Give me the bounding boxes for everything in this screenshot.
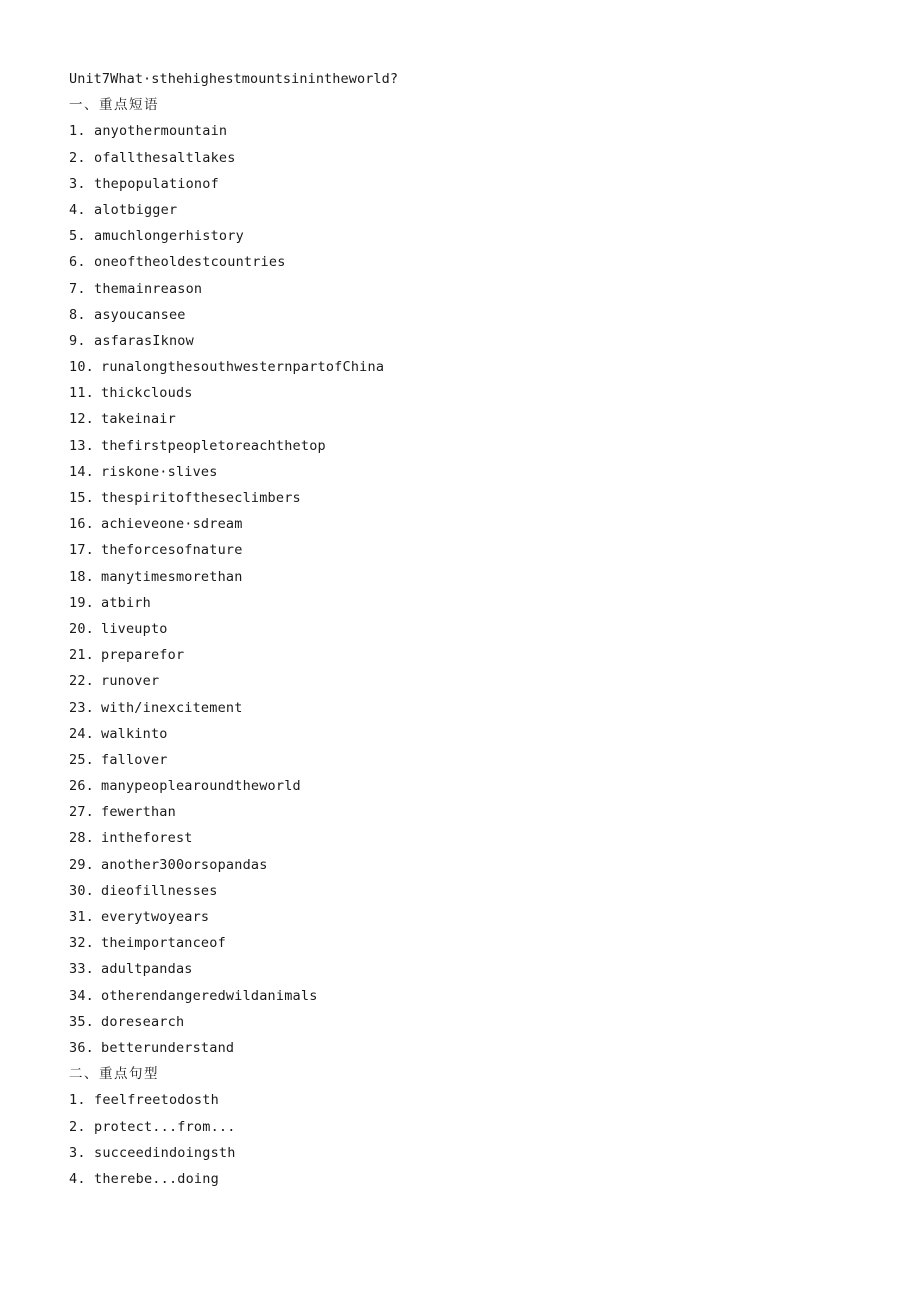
list-item-text: fallover [101, 751, 168, 768]
list-item [69, 354, 869, 380]
list-item-text: riskone·slives [101, 463, 218, 480]
list-item [69, 380, 869, 406]
list-item-number: 19. [69, 594, 94, 611]
list-item-number: 20. [69, 620, 94, 637]
list-item-number: 5. [69, 228, 86, 245]
list-item-text: theforcesofnature [101, 542, 243, 559]
phrase-list [69, 118, 869, 1061]
list-item-number: 27. [69, 804, 94, 821]
list-item [69, 1140, 869, 1166]
list-item-number: 30. [69, 882, 94, 899]
list-item [69, 328, 869, 354]
list-item [69, 118, 869, 144]
list-item [69, 171, 869, 197]
list-item-text: oneoftheoldestcountries [94, 254, 286, 271]
list-item-text: thespiritoftheseclimbers [101, 490, 301, 506]
list-item-number: 31. [69, 909, 94, 925]
list-item-text: anyothermountain [94, 123, 228, 140]
list-item [69, 642, 869, 668]
list-item-number: 17. [69, 542, 94, 559]
list-item-text: achieveone·sdream [101, 516, 243, 533]
list-item [69, 511, 869, 537]
list-item-text: theimportanceof [101, 935, 226, 952]
list-item-text: amuchlongerhistory [94, 228, 244, 245]
list-item [69, 1035, 869, 1061]
list-item-text: otherendangeredwildanimals [101, 987, 318, 1004]
list-item-number: 9. [69, 332, 86, 349]
list-item-number: 36. [69, 1039, 94, 1056]
list-item-text: manypeoplearoundtheworld [101, 778, 301, 795]
list-item-text: protect...from... [94, 1118, 236, 1135]
list-item [69, 799, 869, 825]
sentence-pattern-list [69, 1087, 869, 1192]
list-item-number: 33. [69, 961, 94, 978]
list-item-number: 26. [69, 778, 94, 795]
list-item [69, 276, 869, 302]
document-page [69, 66, 869, 1192]
section-heading-sentences: 二、重点句型 [69, 1066, 159, 1083]
list-item [69, 930, 869, 956]
list-item-number: 3. [69, 1144, 86, 1161]
list-item [69, 695, 869, 721]
list-item-number: 29. [69, 856, 94, 873]
list-item [69, 537, 869, 563]
list-item-number: 32. [69, 935, 94, 952]
section-heading-phrases: 一、重点短语 [69, 97, 159, 114]
list-item [69, 1166, 869, 1192]
list-item-text: thickclouds [101, 385, 193, 402]
list-item-number: 8. [69, 306, 86, 323]
list-item [69, 433, 869, 459]
list-item-number: 2. [69, 149, 86, 166]
list-item-text: asyoucansee [94, 306, 186, 323]
list-item [69, 302, 869, 328]
list-item-text: with/inexcitement [101, 699, 243, 716]
list-item-number: 7. [69, 280, 86, 297]
list-item-text: another300orsopandas [101, 856, 268, 873]
list-item-text: thefirstpeopletoreachthetop [101, 437, 326, 454]
list-item-number: 1. [69, 123, 86, 140]
list-item-number: 16. [69, 516, 94, 533]
list-item [69, 747, 869, 773]
list-item [69, 406, 869, 432]
list-item [69, 956, 869, 982]
list-item [69, 1009, 869, 1035]
list-item-text: succeedindoingsth [94, 1144, 236, 1161]
list-item-number: 10. [69, 359, 94, 376]
list-item [69, 825, 869, 851]
list-item-text: runover [101, 673, 160, 690]
list-item-text: ofallthesaltlakes [94, 149, 236, 166]
list-item [69, 721, 869, 747]
list-item-number: 24. [69, 725, 94, 742]
list-item-number: 6. [69, 254, 86, 271]
list-item-text: dieofillnesses [101, 882, 218, 899]
list-item-number: 35. [69, 1013, 94, 1030]
list-item [69, 878, 869, 904]
list-item-text: feelfreetodosth [94, 1092, 219, 1109]
list-item-text: alotbigger [94, 201, 178, 218]
list-item-text: liveupto [101, 620, 168, 637]
list-item-number: 2. [69, 1118, 86, 1135]
list-item-number: 15. [69, 490, 94, 506]
list-item-number: 22. [69, 673, 94, 690]
list-item-text: therebe...doing [94, 1170, 219, 1187]
list-item-text: preparefor [101, 647, 185, 664]
list-item-text: thepopulationof [94, 175, 219, 192]
list-item [69, 983, 869, 1009]
list-item [69, 590, 869, 616]
list-item-number: 1. [69, 1092, 86, 1109]
list-item-text: doresearch [101, 1013, 185, 1030]
list-item-number: 3. [69, 175, 86, 192]
list-item [69, 1114, 869, 1140]
list-item-text: atbirh [101, 594, 151, 611]
list-item [69, 459, 869, 485]
list-item [69, 852, 869, 878]
list-item [69, 616, 869, 642]
list-item-number: 11. [69, 385, 94, 402]
document-title: Unit7What·sthehighestmountsinintheworld? [69, 71, 399, 87]
list-item [69, 485, 869, 511]
list-item [69, 249, 869, 275]
list-item-number: 25. [69, 751, 94, 768]
list-item-text: intheforest [101, 830, 193, 847]
list-item [69, 1087, 869, 1113]
list-item-text: fewerthan [101, 804, 176, 821]
list-item [69, 773, 869, 799]
list-item-text: betterunderstand [101, 1039, 235, 1056]
list-item-text: adultpandas [101, 961, 193, 978]
list-item-number: 21. [69, 647, 94, 664]
list-item-number: 18. [69, 568, 94, 585]
list-item-number: 28. [69, 830, 94, 847]
list-item-text: takeinair [101, 411, 176, 428]
list-item-number: 34. [69, 987, 94, 1004]
list-item [69, 223, 869, 249]
list-item [69, 197, 869, 223]
list-item-number: 12. [69, 411, 94, 428]
list-item-text: everytwoyears [101, 909, 210, 925]
list-item [69, 904, 869, 930]
list-item [69, 668, 869, 694]
list-item-number: 14. [69, 463, 94, 480]
list-item-number: 4. [69, 1170, 86, 1187]
list-item-number: 23. [69, 699, 94, 716]
list-item-text: manytimesmorethan [101, 568, 243, 585]
list-item-number: 4. [69, 201, 86, 218]
list-item-text: themainreason [94, 280, 203, 297]
list-item-number: 13. [69, 437, 94, 454]
list-item-text: walkinto [101, 725, 168, 742]
list-item-text: runalongthesouthwesternpartofChina [101, 359, 385, 376]
list-item [69, 564, 869, 590]
list-item [69, 145, 869, 171]
list-item-text: asfarasIknow [94, 332, 194, 349]
